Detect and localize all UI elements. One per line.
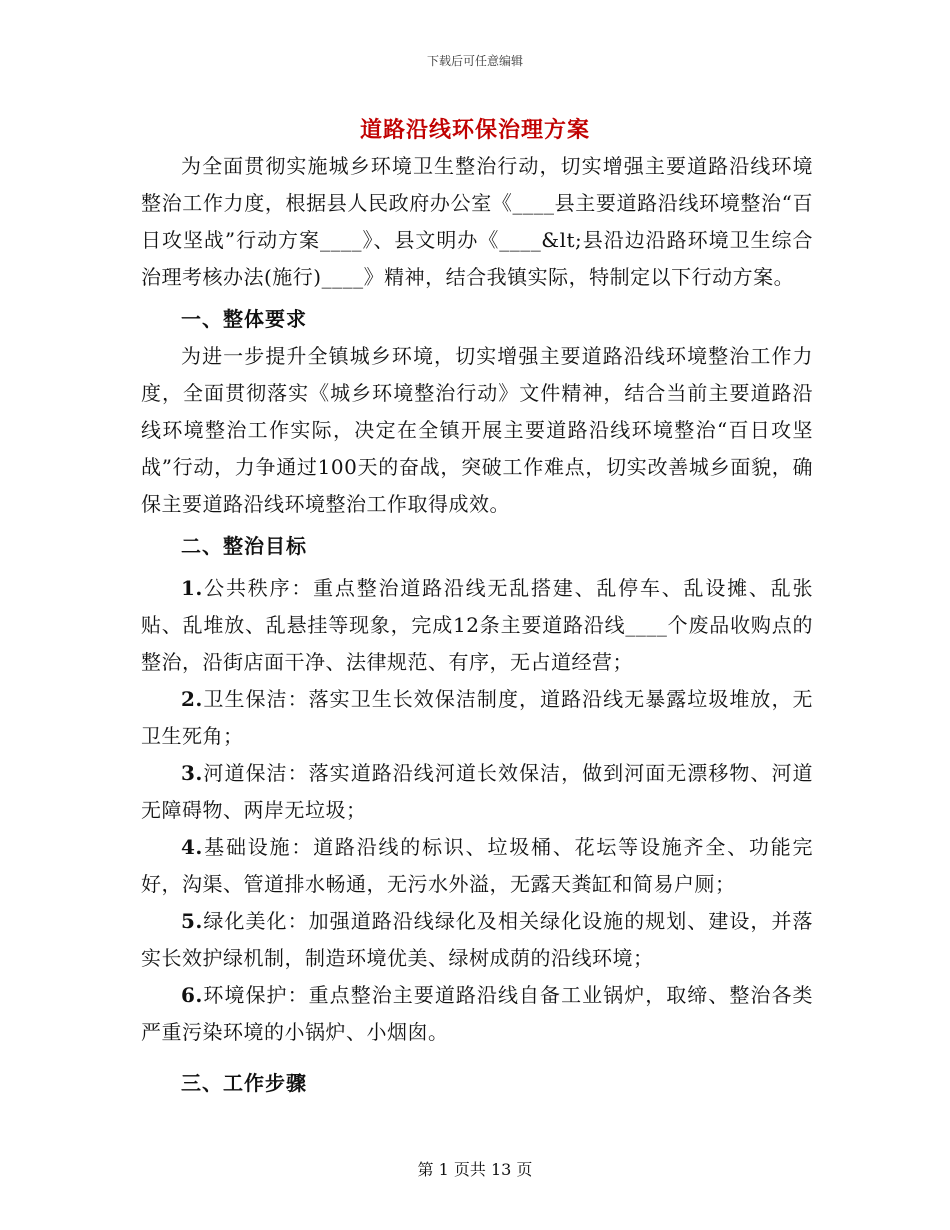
goal-item-2: [141, 681, 813, 755]
goal-item-number: 6.: [181, 983, 203, 1007]
section-heading-goals: 二、整治目标: [181, 534, 307, 558]
goal-item-4: [141, 829, 813, 903]
goal-item-number: 3.: [181, 761, 203, 785]
requirements-paragraph: 为进一步提升全镇城乡环境，切实增强主要道路沿线环境整治工作力度，全面贯彻落实《城乡环境整治行动》文件精神，结合当前主要道路沿线环境整治工作实际，决定在全镇开展主要道路沿线环境整治“百日攻坚战”行动，力争通过100天的奋战，突破工作难点，切实改善城乡面貌，确保主要道路沿线环境整治工作取得成效。: [141, 344, 813, 516]
goal-item-text: 绿化美化：加强道路沿线绿化及相关绿化设施的规划、建设，并落实长效护绿机制，制造环境优美、绿树成荫的沿线环境；: [141, 909, 813, 970]
section-heading-requirements: 一、整体要求: [181, 307, 307, 331]
document-body: [141, 148, 813, 1102]
goal-item-3: [141, 755, 813, 829]
goal-item-6: [141, 977, 813, 1051]
goal-item-1: [141, 570, 813, 681]
goal-item-text: 公共秩序：重点整治道路沿线无乱搭建、乱停车、乱设摊、乱张贴、乱堆放、乱悬挂等现象，完成12条主要道路沿线____个废品收购点的整治，沿街店面干净、法律规范、有序，无占道经营；: [141, 576, 813, 674]
goal-item-5: [141, 903, 813, 977]
goal-item-number: 1.: [181, 576, 203, 600]
page-number: 第 1 页共 13 页: [417, 1160, 533, 1179]
goal-item-number: 4.: [181, 835, 203, 859]
goal-item-text: 基础设施：道路沿线的标识、垃圾桶、花坛等设施齐全、功能完好，沟渠、管道排水畅通，无污水外溢，无露天粪缸和简易户厕；: [141, 835, 813, 896]
header-note: 下载后可任意编辑: [426, 54, 523, 68]
intro-paragraph: 为全面贯彻实施城乡环境卫生整治行动，切实增强主要道路沿线环境整治工作力度，根据县人民政府办公室《____县主要道路沿线环境整治“百日攻坚战”行动方案____》、县文明办《____&lt;县沿边沿路环境卫生综合治理考核办法(施行)____》精神，结合我镇实际，特制定以下行动方案。: [141, 154, 813, 289]
section-heading-steps: 三、工作步骤: [181, 1071, 307, 1095]
goal-item-text: 河道保洁：落实道路沿线河道长效保洁，做到河面无漂移物、河道无障碍物、两岸无垃圾；: [141, 761, 813, 822]
goal-item-number: 5.: [181, 909, 203, 933]
goal-item-number: 2.: [181, 687, 203, 711]
goal-item-text: 环境保护：重点整治主要道路沿线自备工业锅炉，取缔、整治各类严重污染环境的小锅炉、小烟囱。: [141, 983, 813, 1044]
document-title: 道路沿线环保治理方案: [359, 117, 590, 143]
goal-item-text: 卫生保洁：落实卫生长效保洁制度，道路沿线无暴露垃圾堆放，无卫生死角；: [141, 687, 813, 748]
